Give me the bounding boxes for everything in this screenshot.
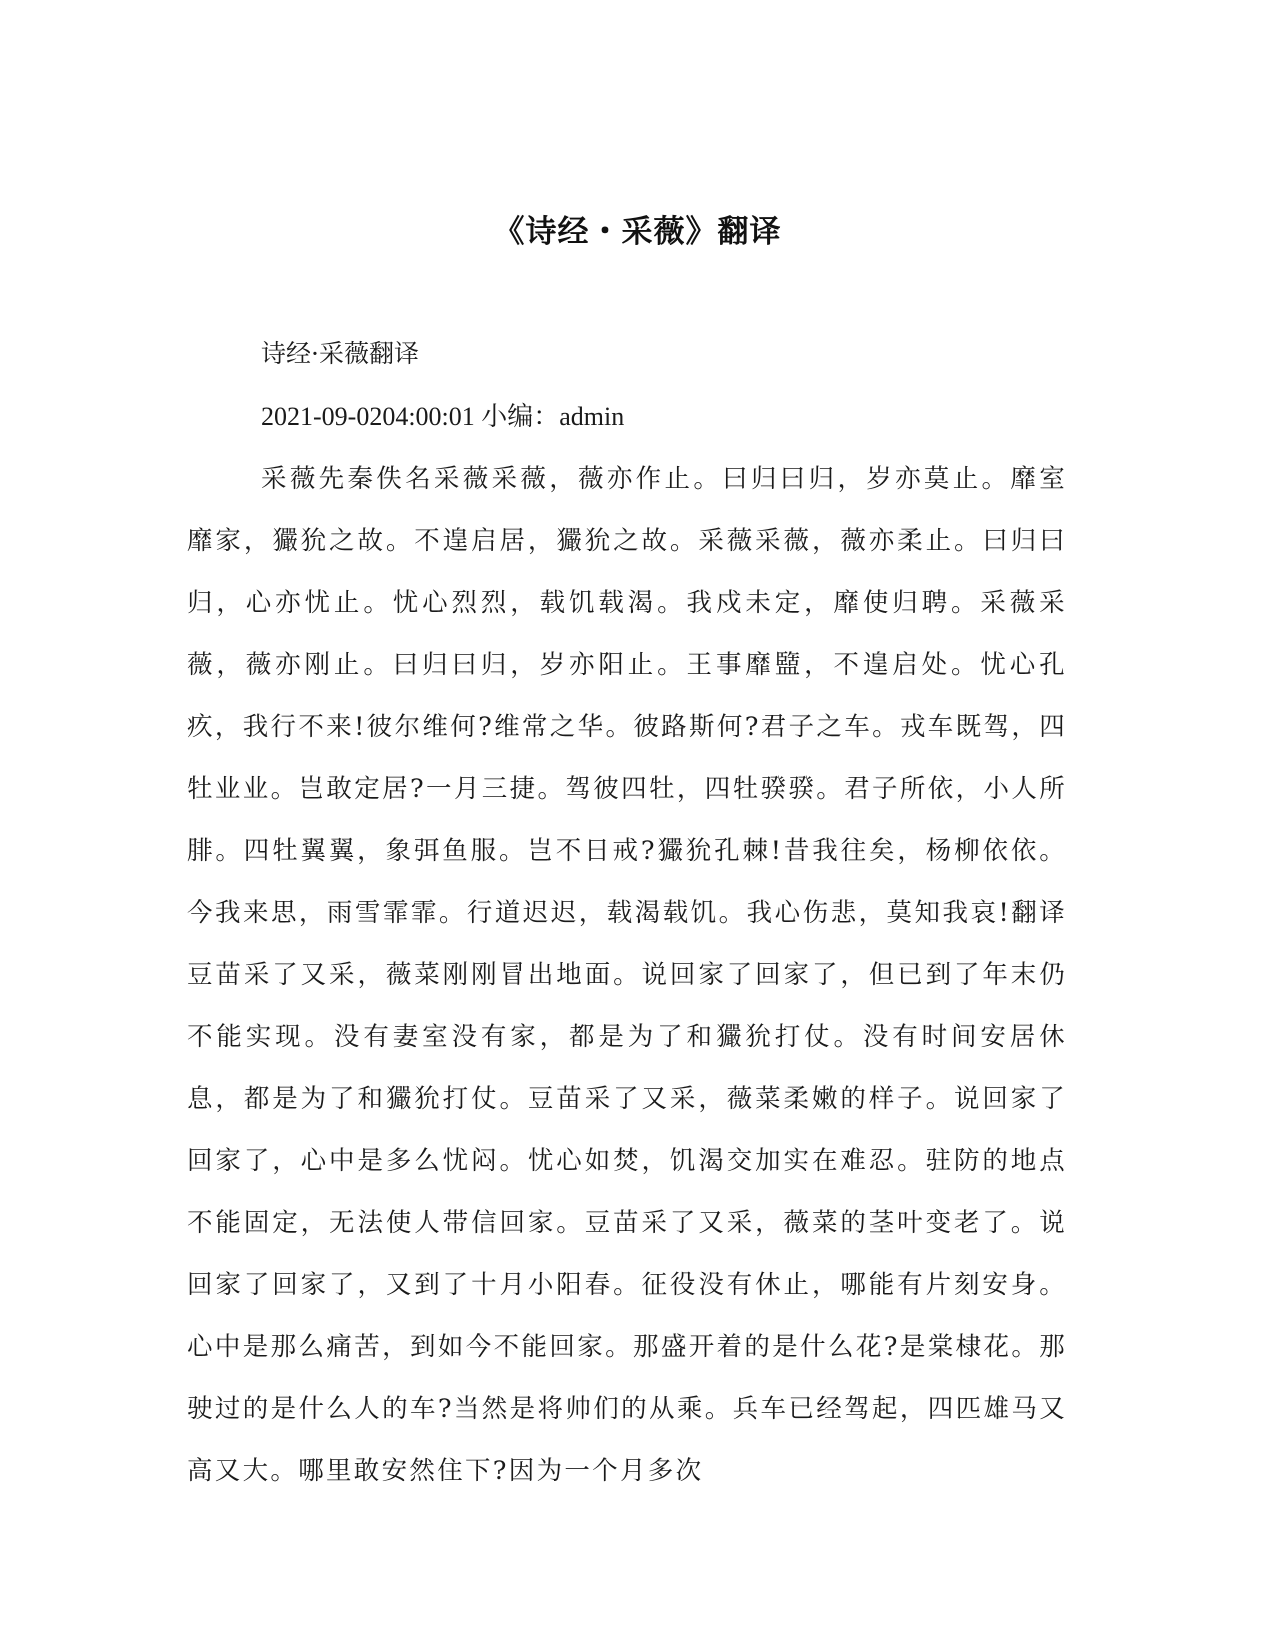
document-subtitle: 诗经·采薇翻译 — [261, 339, 419, 368]
document-title: 《诗经・采薇》翻译 — [493, 214, 782, 250]
document-meta: 2021-09-0204:00:01 小编：admin — [261, 402, 625, 431]
document-body: 采薇先秦佚名采薇采薇，薇亦作止。曰归曰归，岁亦莫止。靡室靡家，玁狁之故。不遑启居，玁狁之故。采薇采薇，薇亦柔止。曰归曰归，心亦忧止。忧心烈烈，载饥载渴。我戍未定，靡使归聘。采薇采薇，薇亦刚止。曰归曰归，岁亦阳止。王事靡盬，不遑启处。忧心孔疚，我行不来!彼尔维何?维常之华。彼路斯何?君子之车。戎车既驾，四牡业业。岂敢定居?一月三捷。驾彼四牡，四牡骙骙。君子所依，小人所腓。四牡翼翼，象弭鱼服。岂不日戒?玁狁孔棘!昔我往矣，杨柳依依。今我来思，雨雪霏霏。行道迟迟，载渴载饥。我心伤悲，莫知我哀!翻译豆苗采了又采，薇菜刚刚冒出地面。说回家了回家了，但已到了年末仍不能实现。没有妻室没有家，都是为了和玁狁打仗。没有时间安居休息，都是为了和玁狁打仗。豆苗采了又采，薇菜柔嫩的样子。说回家了回家了，心中是多么忧闷。忧心如焚，饥渴交加实在难忍。驻防的地点不能固定，无法使人带信回家。豆苗采了又采，薇菜的茎叶变老了。说回家了回家了，又到了十月小阳春。征役没有休止，哪能有片刻安身。心中是那么痛苦，到如今不能回家。那盛开着的是什么花?是棠棣花。那驶过的是什么人的车?当然是将帅们的从乘。兵车已经驾起，四匹雄马又高又大。哪里敢安然住下?因为一个月多次 — [187, 464, 1067, 1486]
